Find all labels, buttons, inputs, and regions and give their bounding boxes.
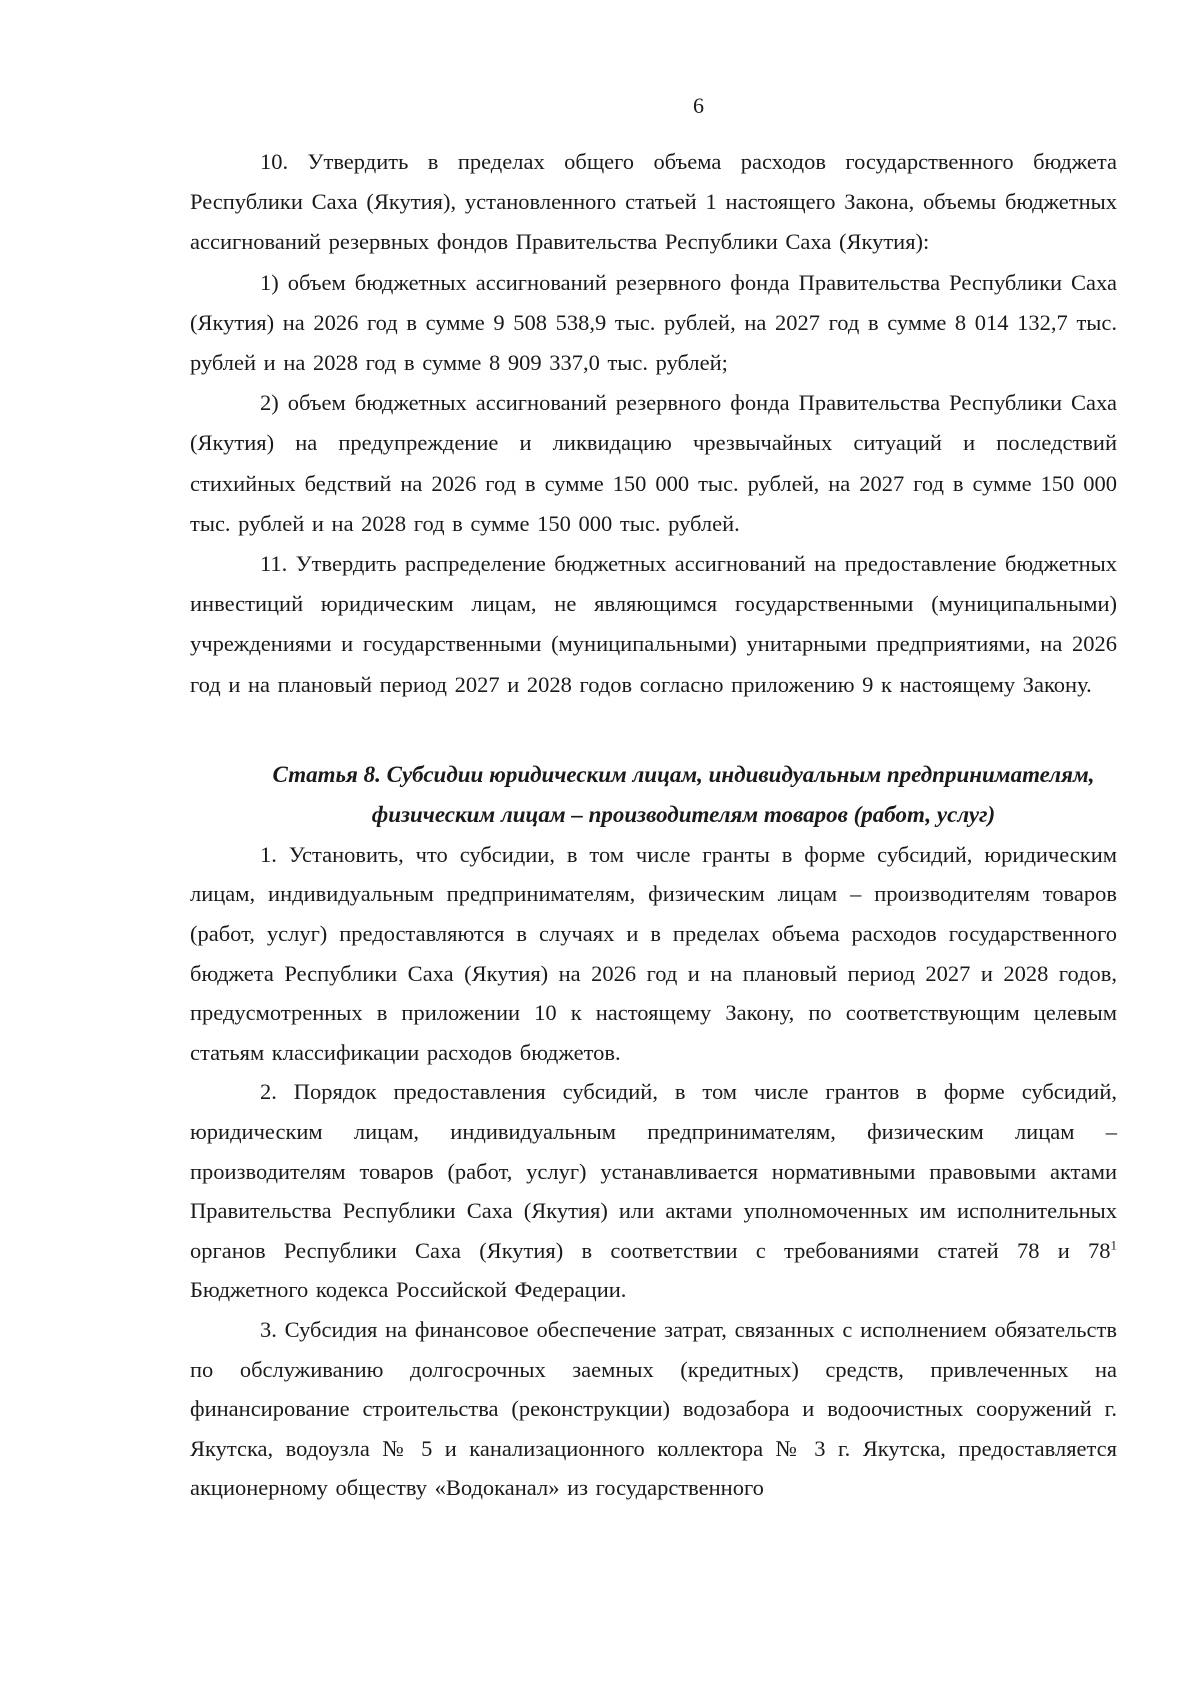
article-8-heading bbox=[190, 755, 1117, 835]
paragraph-10-item-2: 2) объем бюджетных ассигнований резервного фонда Правительства Республики Саха (Якутия) на предупреждение и ликвидацию чрезвычайных ситуаций и последствий стихийных бедствий на 2026 год в сумме 150 000 тыс. рублей, на 2027 год в сумме 150 000 тыс. рублей и на 2028 год в сумме 150 000 тыс. рублей. bbox=[190, 390, 1117, 536]
superscript: 1 bbox=[1110, 1237, 1117, 1253]
article-8-paragraph-1: 1. Установить, что субсидии, в том числе гранты в форме субсидий, юридическим лицам, индивидуальным предпринимателям, физическим лицам – производителям товаров (работ, услуг) предоставляются в случаях и в пределах объема расходов государственного бюджета Республики Саха (Якутия) на 2026 год и на плановый период 2027 и 2028 годов, предусмотренных в приложении 10 к настоящему Закону, по соответствующим целевым статьям классификации расходов бюджетов. bbox=[190, 841, 1117, 1065]
article-8-paragraph-2-tail: Бюджетного кодекса Российской Федерации. bbox=[190, 1277, 627, 1303]
article-8-paragraph-2-text: 2. Порядок предоставления субсидий, в том числе грантов в форме субсидий, юридическим лицам, индивидуальным предпринимателям, физическим лицам – производителям товаров (работ, услуг) устанавливается нормативными правовыми актами Правительства Республики Саха (Якутия) или актами уполномоченных им исполнительных органов Республики Саха (Якутия) в соответствии с требованиями статей 78 и 78 bbox=[190, 1079, 1117, 1263]
article-heading-line-1: Статья 8. Субсидии юридическим лицам, индивидуальным предпринимателям, bbox=[272, 761, 1095, 787]
paragraph-10-item-1: 1) объем бюджетных ассигнований резервного фонда Правительства Республики Саха (Якутия) на 2026 год в сумме 9 508 538,9 тыс. рублей, на 2027 год в сумме 8 014 132,7 тыс. рублей и на 2028 год в сумме 8 909 337,0 тыс. рублей; bbox=[190, 269, 1117, 376]
article-8-paragraph-2 bbox=[190, 1072, 1117, 1310]
paragraph-10: 10. Утвердить в пределах общего объема расходов государственного бюджета Республики Саха (Якутия), установленного статьей 1 настоящего Закона, объемы бюджетных ассигнований резервных фондов Правительства Республики Саха (Якутия): bbox=[190, 149, 1117, 255]
page-number: 6 bbox=[693, 93, 704, 118]
article-8-paragraph-3: 3. Субсидия на финансовое обеспечение затрат, связанных с исполнением обязательств по обслуживанию долгосрочных заемных (кредитных) средств, привлеченных на финансирование строительства (реконструкции) водозабора и водоочистных сооружений г. Якутска, водоузла № 5 и канализационного коллектора № 3 г. Якутска, предоставляется акционерному обществу «Водоканал» из государственного bbox=[190, 1316, 1117, 1501]
article-heading-line-2: физическим лицам – производителям товаров (работ, услуг) bbox=[371, 801, 996, 827]
paragraph-11: 11. Утвердить распределение бюджетных ассигнований на предоставление бюджетных инвестиций юридическим лицам, не являющимся государственными (муниципальными) учреждениями и государственными (муниципальными) унитарными предприятиями, на 2026 год и на плановый период 2027 и 2028 годов согласно приложению 9 к настоящему Закону. bbox=[190, 551, 1117, 697]
